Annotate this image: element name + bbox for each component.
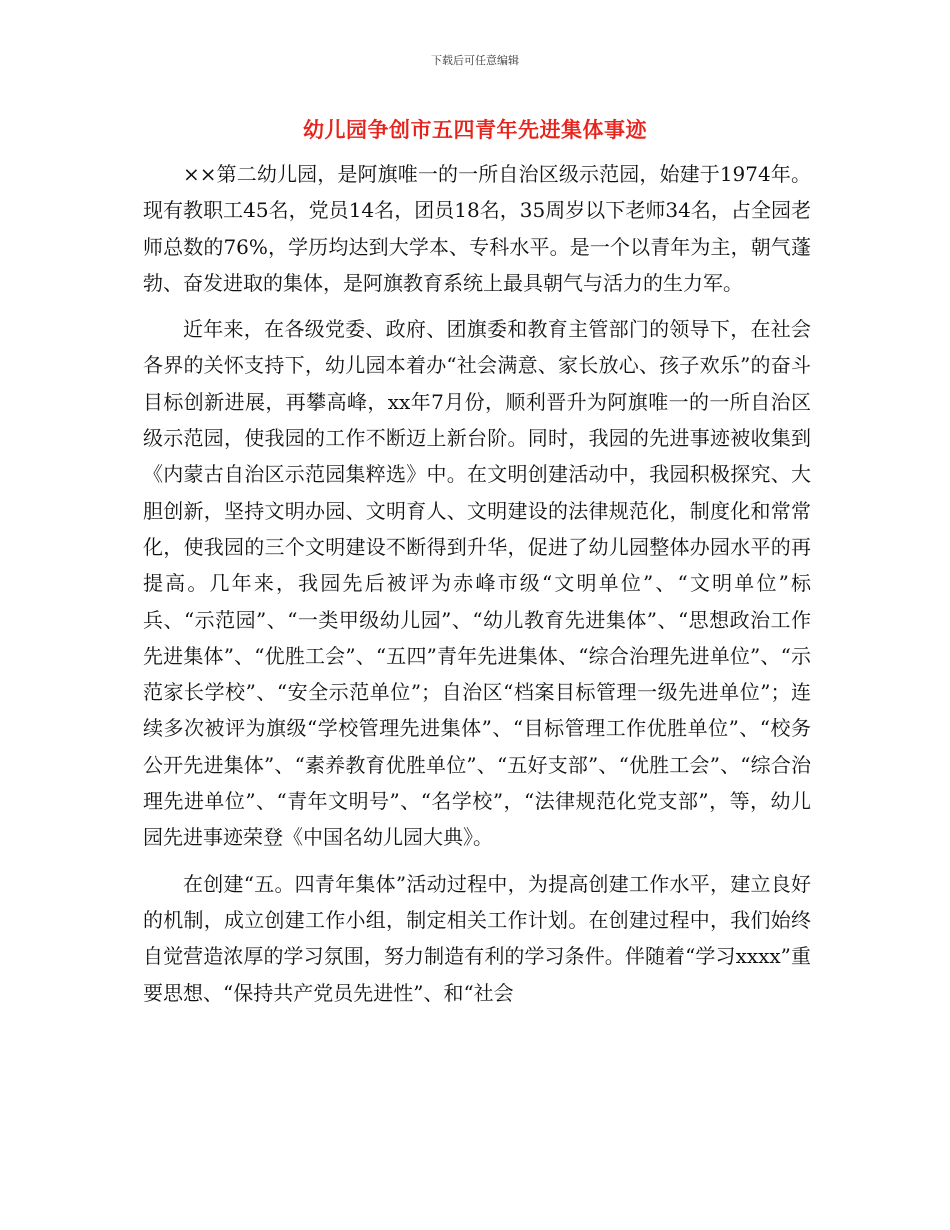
- paragraph-3: 在创建“五。四青年集体”活动过程中，为提高创建工作水平，建立良好的机制，成立创建工作小组，制定相关工作计划。在创建过程中，我们始终自觉营造浓厚的学习氛围，努力制造有利的学习条件。伴随着“学习xxxx”重要思想、“保持共产党员先进性”、和“社会: [143, 871, 811, 1005]
- paragraph-1: ××第二幼儿园，是阿旗唯一的一所自治区级示范园，始建于1974年。现有教职工45名，党员14名，团员18名，35周岁以下老师34名，占全园老师总数的76%，学历均达到大学本、专科水平。是一个以青年为主，朝气蓬勃、奋发进取的集体，是阿旗教育系统上最具朝气与活力的生力军。: [143, 162, 811, 295]
- paragraph-2: 近年来，在各级党委、政府、团旗委和教育主管部门的领导下，在社会各界的关怀支持下，幼儿园本着办“社会满意、家长放心、孩子欢乐”的奋斗目标创新进展，再攀高峰，xx年7月份，顺利晋升为阿旗唯一的一所自治区级示范园，使我园的工作不断迈上新台阶。同时，我园的先进事迹被收集到《内蒙古自治区示范园集粹选》中。在文明创建活动中，我园积极探究、大胆创新，坚持文明办园、文明育人、文明建设的法律规范化，制度化和常常化，使我园的三个文明建设不断得到升华，促进了幼儿园整体办园水平的再提高。几年来，我园先后被评为赤峰市级“文明单位”、“文明单位”标兵、“示范园”、“一类甲级幼儿园”、“幼儿教育先进集体”、“思想政治工作先进集体”、“优胜工会”、“五四”青年先进集体、“综合治理先进单位”、“示范家长学校”、“安全示范单位”；自治区“档案目标管理一级先进单位”；连续多次被评为旗级“学校管理先进集体”、“目标管理工作优胜单位”、“校务公开先进集体”、“素养教育优胜单位”、“五好支部”、“优胜工会”、“综合治理先进单位”、“青年文明号”、“名学校”，“法律规范化党支部”，等，幼儿园先进事迹荣登《中国名幼儿园大典》。: [143, 317, 811, 850]
- document-body: [143, 156, 811, 1021]
- header-note: 下载后可任意编辑: [431, 54, 519, 67]
- document-title: 幼儿园争创市五四青年先进集体事迹: [303, 118, 647, 142]
